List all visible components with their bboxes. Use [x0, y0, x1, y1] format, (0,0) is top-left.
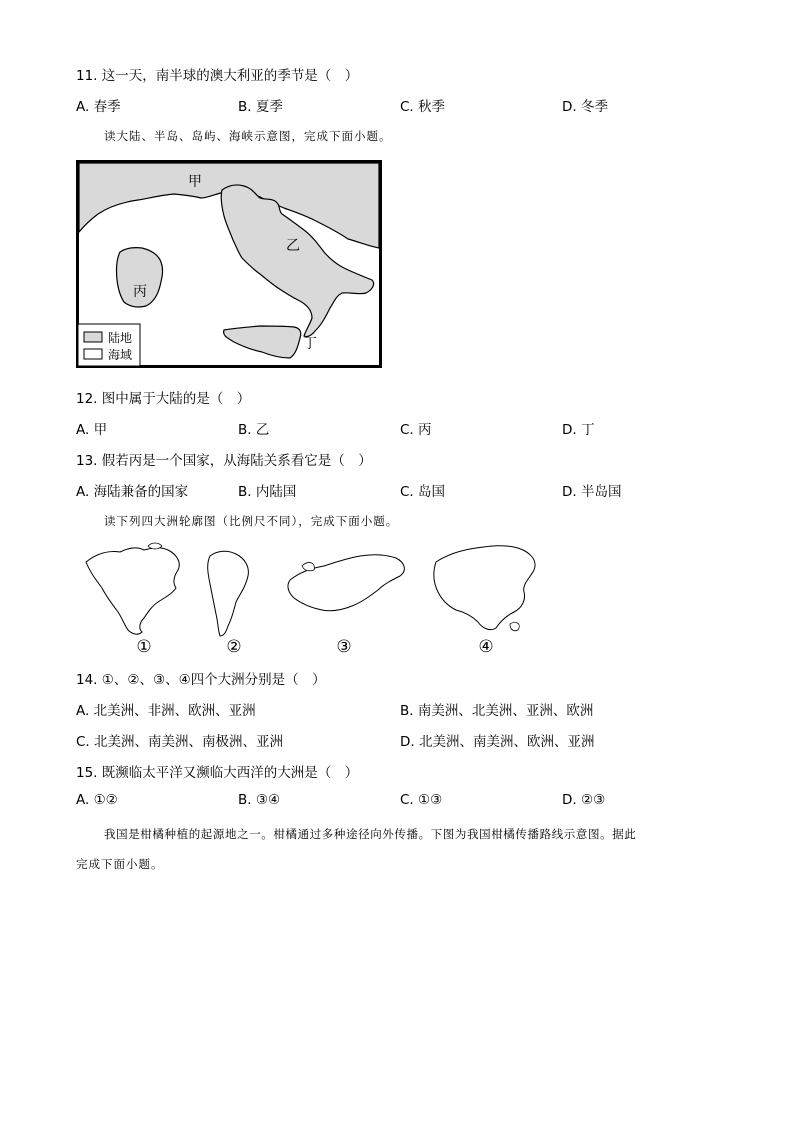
continent-label-3: ③: [336, 637, 352, 657]
outline-north-america: [86, 548, 179, 634]
q13-option-b: B. 内陆国: [238, 484, 297, 500]
q15-stem: 15. 既濒临太平洋又濒临大西洋的大洲是（ ）: [76, 765, 359, 781]
label-bing: 丙: [133, 284, 147, 300]
q11-option-b: B. 夏季: [238, 99, 283, 115]
q12-option-a: A. 甲: [76, 422, 108, 438]
map-legend: [78, 324, 140, 366]
q12-option-b: B. 乙: [238, 422, 270, 438]
q11-option-d: D. 冬季: [562, 99, 608, 115]
q13-option-c: C. 岛国: [400, 484, 446, 500]
map-continent-peninsula-island: [76, 160, 382, 368]
continent-outlines: [78, 540, 548, 660]
q13-option-d: D. 半岛国: [562, 484, 622, 500]
q14-option-d: D. 北美洲、南美洲、欧洲、亚洲: [400, 734, 595, 750]
intro-continents: 读下列四大洲轮廓图（比例尺不同），完成下面小题。: [104, 514, 399, 528]
q14-option-c: C. 北美洲、南美洲、南极洲、亚洲: [76, 734, 284, 750]
q15-option-b: B. ③④: [238, 792, 281, 808]
legend-sea-label: 海域: [108, 348, 133, 362]
q15-option-a: A. ①②: [76, 792, 118, 808]
outline-asia: [434, 546, 535, 630]
q15-option-d: D. ②③: [562, 792, 606, 808]
legend-sea-swatch: [84, 349, 102, 359]
q13-stem: 13. 假若丙是一个国家，从海陆关系看它是（ ）: [76, 453, 372, 469]
q11-stem: 11. 这一天，南半球的澳大利亚的季节是（ ）: [76, 68, 359, 84]
label-yi: 乙: [286, 238, 300, 254]
legend-land-swatch: [84, 332, 102, 342]
q12-stem: 12. 图中属于大陆的是（ ）: [76, 391, 251, 407]
continent-label-4: ④: [478, 637, 494, 657]
legend-land-label: 陆地: [108, 331, 133, 345]
continent-label-1: ①: [136, 637, 152, 657]
label-ding: 丁: [303, 336, 317, 352]
q11-option-c: C. 秋季: [400, 99, 446, 115]
q11-option-a: A. 春季: [76, 99, 121, 115]
q14-option-a: A. 北美洲、非洲、欧洲、亚洲: [76, 703, 256, 719]
q14-stem: 14. ①、②、③、④四个大洲分别是（ ）: [76, 672, 326, 688]
intro-map1: 读大陆、半岛、岛屿、海峡示意图，完成下面小题。: [104, 129, 392, 143]
q12-option-c: C. 丙: [400, 422, 432, 438]
label-jia: 甲: [188, 174, 202, 190]
intro-citrus-line2: 完成下面小题。: [76, 857, 164, 871]
q13-option-a: A. 海陆兼备的国家: [76, 484, 189, 500]
outline-south-america: [208, 551, 249, 636]
q15-option-c: C. ①③: [400, 792, 443, 808]
intro-citrus-line1: 我国是柑橘种植的起源地之一。柑橘通过多种途径向外传播。下图为我国柑橘传播路线示意图。据此: [104, 827, 637, 841]
q14-option-b: B. 南美洲、北美洲、亚洲、欧洲: [400, 703, 594, 719]
continent-label-2: ②: [226, 637, 242, 657]
q12-option-d: D. 丁: [562, 422, 595, 438]
